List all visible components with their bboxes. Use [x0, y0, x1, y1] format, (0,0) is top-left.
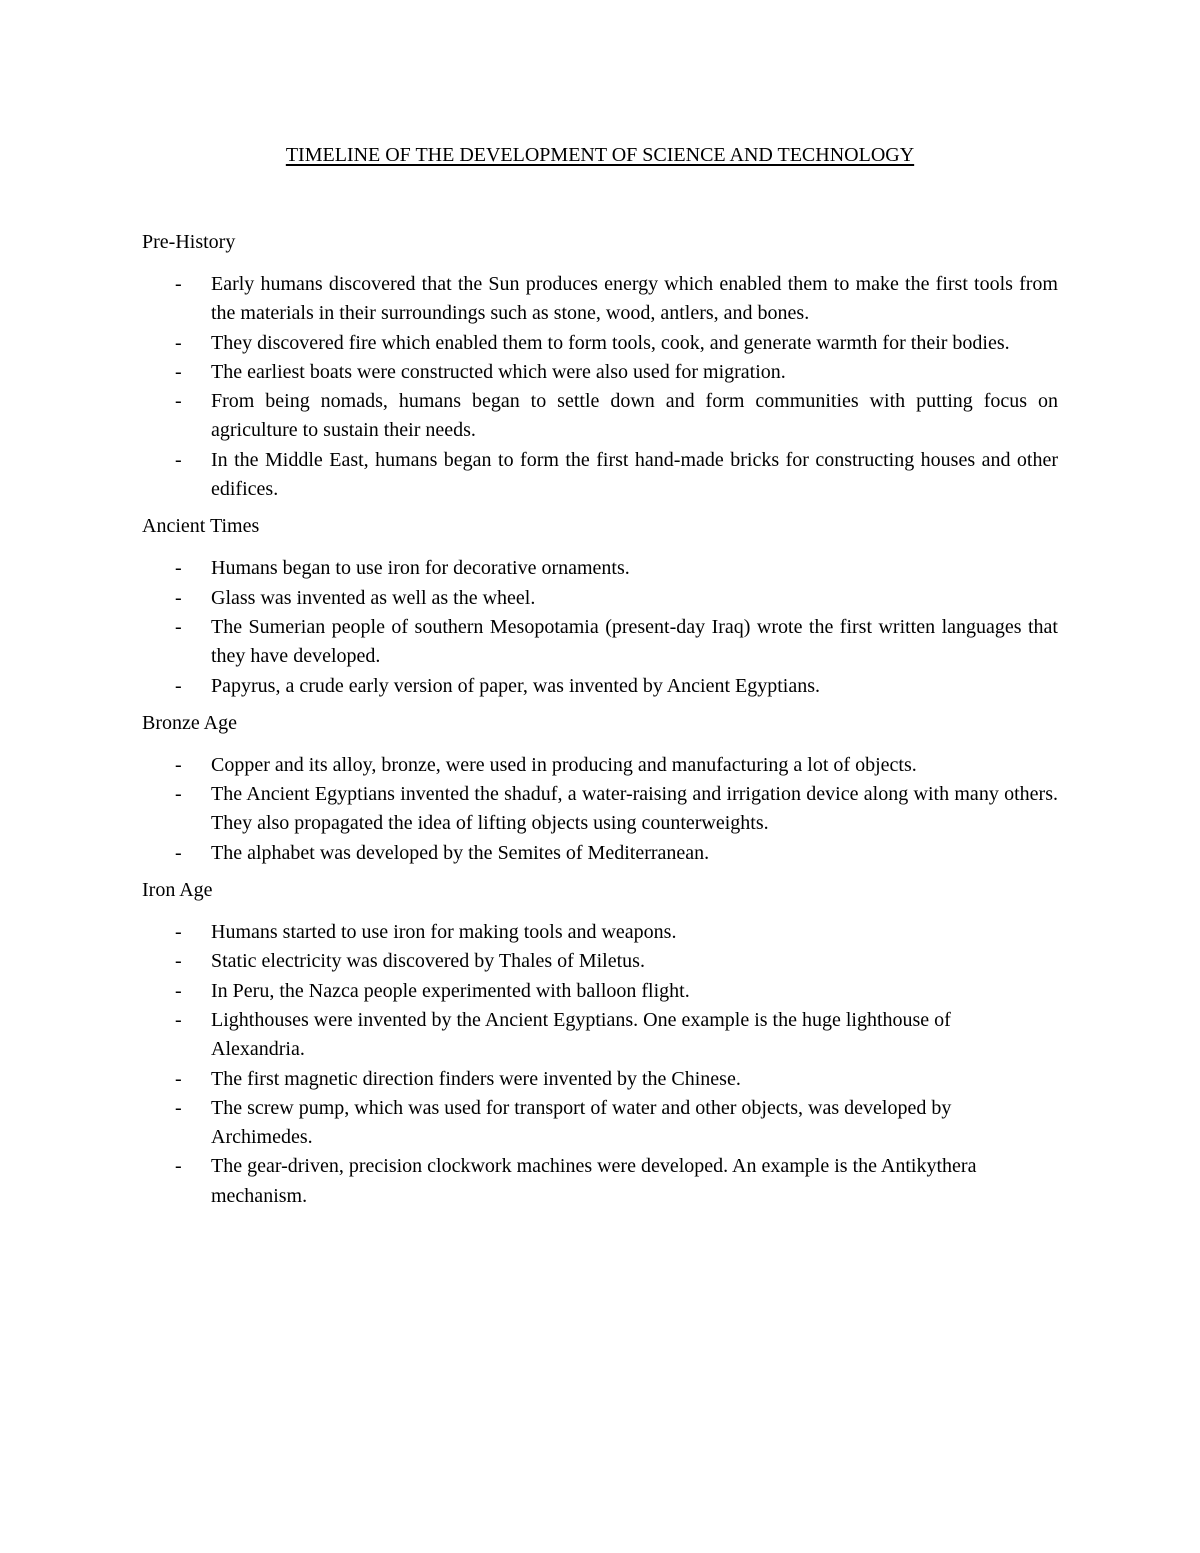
bullet-dash: - [175, 331, 182, 354]
section-heading: Ancient Times [142, 515, 260, 538]
section-ancient-times [142, 512, 1058, 700]
bullet-dash: - [175, 1096, 182, 1119]
list-item [142, 672, 1058, 701]
bullet-list [142, 554, 1058, 700]
bullet-dash: - [175, 448, 182, 471]
bullet-dash: - [175, 615, 182, 638]
document-body [142, 228, 1058, 1219]
section-bronze-age [142, 709, 1058, 868]
document-title: TIMELINE OF THE DEVELOPMENT OF SCIENCE AND TECHNOLOGY [285, 144, 915, 166]
bullet-list [142, 918, 1058, 1211]
list-item [142, 584, 1058, 613]
list-item-text: Glass was invented as well as the wheel. [211, 586, 536, 609]
bullet-dash: - [175, 979, 182, 1002]
list-item-text: In the Middle East, humans began to form the first hand-made bricks for constructing houses and other edifices. [211, 448, 1058, 501]
list-item [142, 613, 1058, 672]
list-item-text: The earliest boats were constructed which were also used for migration. [211, 360, 786, 383]
list-item-text: Humans began to use iron for decorative ornaments. [211, 557, 630, 580]
list-item [142, 839, 1058, 868]
list-item [142, 947, 1058, 976]
list-item-text: In Peru, the Nazca people experimented with balloon flight. [211, 979, 690, 1002]
list-item-text: The gear-driven, precision clockwork machines were developed. An example is the Antikythera mechanism. [211, 1155, 977, 1207]
list-item [142, 329, 1058, 358]
list-item-text: Static electricity was discovered by Thales of Miletus. [211, 950, 645, 973]
list-item-text: Humans started to use iron for making tools and weapons. [211, 921, 677, 944]
bullet-dash: - [175, 1067, 182, 1090]
list-item [142, 270, 1058, 329]
bullet-dash: - [175, 557, 182, 580]
bullet-dash: - [175, 950, 182, 973]
bullet-list [142, 751, 1058, 868]
list-item [142, 977, 1058, 1006]
list-item-text: They discovered fire which enabled them to form tools, cook, and generate warmth for their bodies. [211, 331, 1010, 354]
list-item-text: Lighthouses were invented by the Ancient Egyptians. One example is the huge lighthouse of Alexandria. [211, 1008, 951, 1061]
section-heading: Bronze Age [142, 711, 237, 734]
bullet-dash: - [175, 390, 182, 413]
bullet-dash: - [175, 674, 182, 697]
list-item-text: The alphabet was developed by the Semites of Mediterranean. [211, 841, 710, 864]
bullet-dash: - [175, 841, 182, 864]
list-item-text: The Sumerian people of southern Mesopotamia (present-day Iraq) wrote the first written languages that they have developed. [211, 615, 1058, 668]
bullet-dash: - [175, 273, 182, 295]
bullet-dash: - [175, 783, 182, 806]
bullet-dash: - [175, 1008, 182, 1031]
list-item [142, 1065, 1058, 1094]
bullet-dash: - [175, 753, 182, 776]
list-item [142, 780, 1058, 839]
section-heading: Iron Age [142, 879, 213, 902]
section-pre-history [142, 228, 1058, 504]
bullet-dash: - [175, 586, 182, 609]
list-item-text: The Ancient Egyptians invented the shaduf, a water-raising and irrigation device along with many others. They also propagated the idea of lifting objects using counterweights. [211, 783, 1058, 835]
list-item [142, 387, 1058, 446]
bullet-list [142, 270, 1058, 504]
bullet-dash: - [175, 360, 182, 383]
bullet-dash: - [175, 921, 182, 944]
list-item [142, 554, 1058, 583]
list-item [142, 1094, 1058, 1153]
list-item-text: Early humans discovered that the Sun produces energy which enabled them to make the first tools from the materials in their surroundings such as stone, wood, antlers, and bones. [211, 273, 1058, 325]
bullet-dash: - [175, 1155, 182, 1178]
section-iron-age [142, 876, 1058, 1211]
list-item-text: Copper and its alloy, bronze, were used in producing and manufacturing a lot of objects. [211, 753, 917, 776]
list-item-text: The first magnetic direction finders were invented by the Chinese. [211, 1067, 741, 1090]
list-item-text: The screw pump, which was used for transport of water and other objects, was developed by Archimedes. [211, 1096, 952, 1149]
list-item [142, 1152, 1058, 1211]
list-item-text: From being nomads, humans began to settle down and form communities with putting focus on agriculture to sustain their needs. [211, 390, 1058, 442]
list-item-text: Papyrus, a crude early version of paper, was invented by Ancient Egyptians. [211, 674, 821, 697]
list-item [142, 446, 1058, 505]
section-heading: Pre-History [142, 231, 236, 253]
list-item [142, 1006, 1058, 1065]
list-item [142, 358, 1058, 387]
list-item [142, 751, 1058, 780]
list-item [142, 918, 1058, 947]
